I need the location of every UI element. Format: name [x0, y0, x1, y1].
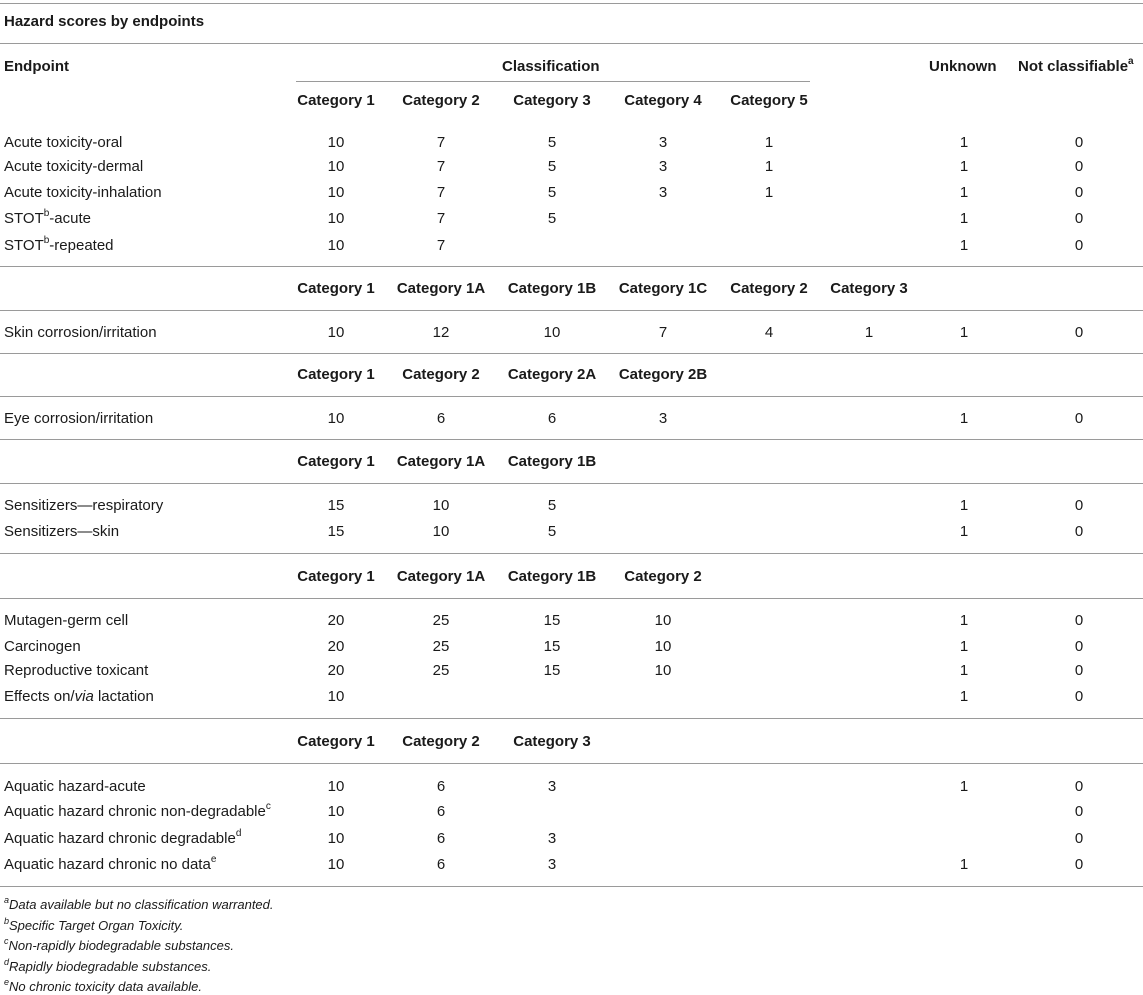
table-row: [0, 154, 1143, 180]
score-cell: 10: [543, 324, 561, 341]
score-cell: 5: [547, 497, 557, 514]
score-cell: 7: [436, 184, 446, 201]
section-header-rule: [0, 483, 1143, 484]
unknown-cell: 1: [959, 237, 969, 254]
footnote-mark: b: [4, 915, 10, 926]
score-cell: 20: [327, 638, 345, 655]
category-header: Category 1: [297, 92, 375, 109]
score-cell: 7: [436, 158, 446, 175]
not-classifiable-cell: 0: [1074, 662, 1084, 679]
table-row: [0, 233, 1143, 259]
score-cell: 1: [764, 134, 774, 151]
score-cell: 3: [547, 830, 557, 847]
endpoint-label: [4, 826, 241, 852]
category-header: Category 1: [297, 453, 375, 470]
table-title: Hazard scores by endpoints: [4, 13, 205, 30]
category-header: Category 5: [730, 92, 808, 109]
category-header: Category 1: [297, 733, 375, 750]
endpoint-name: Aquatic hazard chronic no data: [4, 856, 211, 873]
score-cell: 6: [436, 830, 446, 847]
score-cell: 5: [547, 134, 557, 151]
footnote-mark: c: [4, 935, 9, 946]
category-header: Category 1A: [396, 453, 486, 470]
endpoint-label: [4, 774, 146, 800]
table-row: [0, 799, 1143, 825]
header-rule: [0, 43, 1143, 44]
unknown-cell: 1: [959, 184, 969, 201]
score-cell: 10: [327, 856, 345, 873]
section-rule: [0, 353, 1143, 354]
section-header-rule: [0, 396, 1143, 397]
score-cell: 10: [327, 688, 345, 705]
category-header: Category 2: [730, 280, 808, 297]
score-cell: 6: [436, 778, 446, 795]
endpoint-label: [4, 130, 122, 156]
score-cell: 10: [432, 523, 450, 540]
score-cell: 15: [543, 638, 561, 655]
section-rule: [0, 886, 1143, 887]
unknown-cell: 1: [959, 778, 969, 795]
section-header-rule: [0, 598, 1143, 599]
score-cell: 3: [547, 778, 557, 795]
score-cell: 6: [436, 803, 446, 820]
section-header-rule: [0, 310, 1143, 311]
score-cell: 5: [547, 210, 557, 227]
score-cell: 1: [864, 324, 874, 341]
not-classifiable-cell: 0: [1074, 134, 1084, 151]
category-header: Category 2: [624, 568, 702, 585]
not-classifiable-cell: 0: [1074, 210, 1084, 227]
table-row: [0, 180, 1143, 206]
footnote: [4, 915, 184, 933]
not-classifiable-cell: 0: [1074, 803, 1084, 820]
footnote-mark: d: [235, 828, 242, 839]
not-classifiable-cell: 0: [1074, 410, 1084, 427]
endpoint-name: STOT: [4, 210, 44, 227]
classification-header: Classification: [502, 58, 600, 75]
category-header: Category 2: [402, 366, 480, 383]
unknown-cell: 1: [959, 497, 969, 514]
score-cell: 7: [436, 134, 446, 151]
top-rule: [0, 3, 1143, 4]
category-header: Category 1B: [507, 568, 597, 585]
unknown-header: Unknown: [929, 58, 997, 75]
table-row: [0, 658, 1143, 684]
endpoint-header: Endpoint: [4, 58, 69, 75]
endpoint-label: [4, 519, 119, 545]
category-header: Category 1A: [396, 280, 486, 297]
score-cell: 10: [327, 237, 345, 254]
score-cell: 6: [436, 856, 446, 873]
score-cell: 10: [654, 638, 672, 655]
unknown-cell: 1: [959, 523, 969, 540]
footnote-mark: b: [43, 235, 50, 246]
not-classifiable-cell: 0: [1074, 497, 1084, 514]
endpoint-label: [4, 406, 153, 432]
endpoint-name: Sensitizers—respiratory: [4, 497, 164, 514]
table-row: [0, 852, 1143, 878]
score-cell: 10: [654, 662, 672, 679]
score-cell: 15: [543, 612, 561, 629]
category-header: Category 2: [402, 92, 480, 109]
score-cell: 1: [764, 158, 774, 175]
endpoint-label: [4, 852, 216, 878]
endpoint-name: Skin corrosion/irritation: [4, 324, 157, 341]
score-cell: 1: [764, 184, 774, 201]
score-cell: 10: [654, 612, 672, 629]
section-rule: [0, 439, 1143, 440]
endpoint-label: [4, 634, 81, 660]
not-classifiable-cell: 0: [1074, 184, 1084, 201]
table-row: [0, 130, 1143, 156]
table-row: [0, 608, 1143, 634]
not-classifiable-cell: 0: [1074, 523, 1084, 540]
footnote-mark: e: [4, 976, 10, 987]
endpoint-name: Aquatic hazard-acute: [4, 778, 146, 795]
table-row: [0, 206, 1143, 232]
footnote-mark: b: [43, 208, 50, 219]
footnote-text: No chronic toxicity data available.: [9, 979, 202, 994]
not-classifiable-cell: 0: [1074, 830, 1084, 847]
category-header: Category 4: [624, 92, 702, 109]
footnote-text: Data available but no classification warranted.: [9, 897, 274, 912]
score-cell: 10: [327, 410, 345, 427]
endpoint-name: Eye corrosion/irritation: [4, 410, 154, 427]
footnote-text: Non-rapidly biodegradable substances.: [8, 938, 234, 953]
category-header: Category 1: [297, 280, 375, 297]
endpoint-name: Reproductive toxicant: [4, 662, 149, 679]
endpoint-name: Aquatic hazard chronic degradable: [4, 830, 236, 847]
score-cell: 15: [327, 523, 345, 540]
score-cell: 7: [436, 237, 446, 254]
endpoint-name: STOT: [4, 237, 44, 254]
score-cell: 6: [547, 410, 557, 427]
unknown-cell: 1: [959, 856, 969, 873]
score-cell: 25: [432, 662, 450, 679]
score-cell: 25: [432, 612, 450, 629]
score-cell: 10: [327, 830, 345, 847]
table-row: [0, 519, 1143, 545]
score-cell: 6: [436, 410, 446, 427]
score-cell: 10: [327, 210, 345, 227]
score-cell: 3: [658, 158, 668, 175]
unknown-cell: 1: [959, 688, 969, 705]
score-cell: 15: [327, 497, 345, 514]
section-header-rule: [0, 763, 1143, 764]
unknown-cell: 1: [959, 210, 969, 227]
score-cell: 7: [658, 324, 668, 341]
unknown-cell: 1: [959, 134, 969, 151]
score-cell: 3: [658, 410, 668, 427]
endpoint-label: [4, 206, 91, 232]
not-classifiable-label: Not classifiable: [1018, 58, 1129, 75]
endpoint-name-suffix: lactation: [93, 688, 154, 705]
endpoint-label: [4, 233, 114, 259]
footnote: [4, 894, 274, 912]
table-row: [0, 320, 1143, 346]
table-row: [0, 493, 1143, 519]
score-cell: 20: [327, 662, 345, 679]
table-row: [0, 406, 1143, 432]
section-rule: [0, 718, 1143, 719]
footnote: [4, 956, 212, 974]
score-cell: 3: [547, 856, 557, 873]
endpoint-name: Aquatic hazard chronic non-degradable: [4, 803, 266, 820]
score-cell: 10: [432, 497, 450, 514]
category-header: Category 1B: [507, 453, 597, 470]
not-classifiable-cell: 0: [1074, 688, 1084, 705]
score-cell: 10: [327, 184, 345, 201]
endpoint-name-italic: via: [74, 688, 94, 705]
score-cell: 3: [658, 134, 668, 151]
section-rule: [0, 266, 1143, 267]
category-header: Category 2A: [507, 366, 597, 383]
footnote-mark: c: [265, 801, 271, 812]
score-cell: 5: [547, 158, 557, 175]
unknown-cell: 1: [959, 158, 969, 175]
endpoint-name: Sensitizers—skin: [4, 523, 120, 540]
endpoint-name: Acute toxicity-oral: [4, 134, 123, 151]
not-classifiable-cell: 0: [1074, 612, 1084, 629]
score-cell: 10: [327, 778, 345, 795]
endpoint-label: [4, 658, 148, 684]
classification-rule: [296, 81, 810, 82]
not-classifiable-cell: 0: [1074, 324, 1084, 341]
not-classifiable-cell: 0: [1074, 237, 1084, 254]
category-header: Category 1C: [618, 280, 708, 297]
not-classifiable-cell: 0: [1074, 778, 1084, 795]
endpoint-label: [4, 154, 143, 180]
category-header: Category 2: [402, 733, 480, 750]
endpoint-label: [4, 799, 271, 825]
score-cell: 25: [432, 638, 450, 655]
endpoint-name: Acute toxicity-dermal: [4, 158, 144, 175]
footnote-mark: a: [1128, 56, 1134, 67]
score-cell: 10: [327, 158, 345, 175]
category-header: Category 1A: [396, 568, 486, 585]
score-cell: 5: [547, 523, 557, 540]
unknown-cell: 1: [959, 638, 969, 655]
table-row: [0, 634, 1143, 660]
not-classifiable-cell: 0: [1074, 158, 1084, 175]
score-cell: 10: [327, 803, 345, 820]
table-row: [0, 684, 1143, 710]
endpoint-label: [4, 320, 157, 346]
endpoint-label: [4, 493, 163, 519]
endpoint-label: [4, 180, 162, 206]
category-header: Category 2B: [618, 366, 708, 383]
score-cell: 7: [436, 210, 446, 227]
score-cell: 5: [547, 184, 557, 201]
unknown-cell: 1: [959, 662, 969, 679]
category-header: Category 3: [830, 280, 908, 297]
unknown-cell: 1: [959, 612, 969, 629]
not-classifiable-cell: 0: [1074, 638, 1084, 655]
endpoint-name: Effects on/: [4, 688, 75, 705]
category-header: Category 1: [297, 366, 375, 383]
footnote-mark: e: [210, 854, 217, 865]
footnote-text: Rapidly biodegradable substances.: [9, 959, 212, 974]
footnote-text: Specific Target Organ Toxicity.: [9, 918, 184, 933]
score-cell: 4: [764, 324, 774, 341]
score-cell: 3: [658, 184, 668, 201]
table-row: [0, 826, 1143, 852]
category-header: Category 3: [513, 92, 591, 109]
footnote-mark: d: [4, 956, 10, 967]
category-header: Category 3: [513, 733, 591, 750]
score-cell: 10: [327, 324, 345, 341]
category-header: Category 1B: [507, 280, 597, 297]
score-cell: 15: [543, 662, 561, 679]
category-header: Category 1: [297, 568, 375, 585]
endpoint-name: Carcinogen: [4, 638, 81, 655]
unknown-cell: 1: [959, 324, 969, 341]
section-rule: [0, 553, 1143, 554]
endpoint-name: Mutagen-germ cell: [4, 612, 129, 629]
footnote: [4, 935, 234, 953]
endpoint-label: [4, 684, 154, 710]
endpoint-name-suffix: -repeated: [49, 237, 114, 254]
endpoint-label: [4, 608, 128, 634]
not-classifiable-header: [1018, 58, 1134, 75]
score-cell: 20: [327, 612, 345, 629]
endpoint-name: Acute toxicity-inhalation: [4, 184, 162, 201]
score-cell: 12: [432, 324, 450, 341]
footnote-mark: a: [4, 894, 10, 905]
endpoint-name-suffix: -acute: [49, 210, 91, 227]
not-classifiable-cell: 0: [1074, 856, 1084, 873]
unknown-cell: 1: [959, 410, 969, 427]
footnote: [4, 976, 202, 994]
score-cell: 10: [327, 134, 345, 151]
table-row: [0, 774, 1143, 800]
